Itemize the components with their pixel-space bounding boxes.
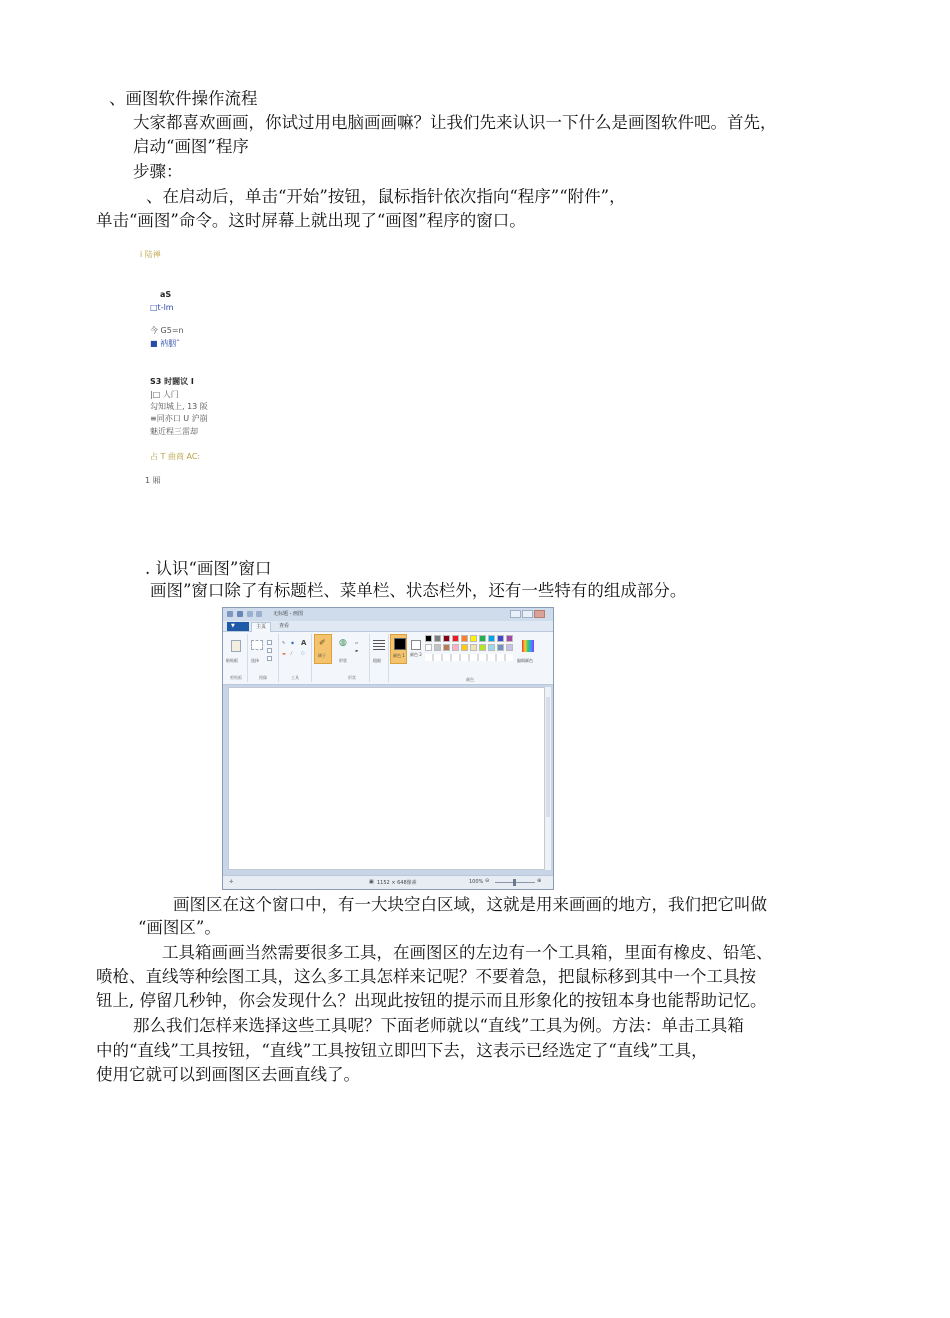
- tab-home[interactable]: 主页: [251, 622, 271, 632]
- status-bar: [223, 875, 553, 889]
- menu-ocr-item: 1 厢: [145, 476, 161, 485]
- cursor-position-icon: ✛: [229, 879, 234, 885]
- menu-ocr-item: aS: [160, 290, 172, 299]
- line-para-line-1: 那么我们怎样来选择这些工具呢？下面老师就以“直线”工具为例。方法：单击工具箱: [133, 1016, 744, 1035]
- zoom-slider-knob[interactable]: [513, 879, 516, 886]
- menu-ocr-item: 勾知城上, 13 阪: [150, 402, 208, 411]
- maximize-button[interactable]: [522, 610, 533, 618]
- group-shapes: [335, 634, 370, 682]
- group-clipboard-label: 剪贴板: [230, 675, 242, 680]
- menu-ocr-item: 今 G5=n: [150, 326, 184, 335]
- color-1-label: 颜色 1: [393, 653, 405, 658]
- color-swatch[interactable]: [470, 635, 477, 642]
- ribbon: [223, 632, 553, 685]
- group-image-label: 图像: [259, 675, 267, 680]
- color-swatch[interactable]: [425, 635, 432, 642]
- save-icon[interactable]: [237, 611, 243, 617]
- palette-empty-row: [425, 654, 513, 661]
- color-2-swatch: [411, 640, 421, 650]
- color-swatch[interactable]: [479, 644, 486, 651]
- canvas-area: [223, 685, 553, 877]
- text-icon[interactable]: A: [301, 639, 307, 647]
- menu-ocr-item: 魅近程三雷却: [150, 427, 198, 436]
- size-label: 粗细: [373, 658, 381, 663]
- minimize-button[interactable]: [510, 610, 521, 618]
- paste-icon[interactable]: [231, 640, 241, 652]
- color-picker-icon[interactable]: ⁄: [291, 651, 292, 656]
- zoom-level: 100%: [469, 879, 484, 885]
- zoom-out-icon[interactable]: ⊖: [485, 878, 490, 884]
- color-swatch[interactable]: [434, 635, 441, 642]
- zoom-slider[interactable]: [495, 882, 535, 883]
- crop-icon[interactable]: [267, 640, 272, 645]
- group-clipboard: [225, 634, 248, 682]
- menu-ocr-item: ≡同亦口 U 沪崩: [150, 414, 208, 423]
- tools-para-line-1: 工具箱画画当然需要很多工具，在画图区的左边有一个工具箱，里面有橡皮、铅笔、: [162, 943, 773, 962]
- paste-label: 粘贴板: [226, 658, 238, 663]
- menu-ocr-item: S3 时闊议 I: [150, 377, 194, 386]
- color-swatch[interactable]: [479, 635, 486, 642]
- color-swatch[interactable]: [497, 635, 504, 642]
- color-1-swatch: [394, 638, 406, 650]
- magnifier-icon[interactable]: ○: [301, 650, 305, 655]
- drawing-canvas[interactable]: [228, 687, 545, 870]
- group-image: [248, 634, 279, 682]
- shapes-icon[interactable]: ◍: [339, 638, 347, 648]
- group-tools-label: 工具: [291, 675, 299, 680]
- image-size: 1152 × 648像素: [377, 880, 417, 886]
- edit-colors-label: 编辑颜色: [517, 658, 533, 663]
- color-swatch[interactable]: [488, 644, 495, 651]
- step-1-line-a: 、在启动后，单击“开始”按钮，鼠标指针依次指向“程序”“附件”，: [146, 187, 626, 206]
- canvas-para-line-1: 画图区在这个窗口中，有一大块空白区域，这就是用来画画的地方，我们把它叫做: [173, 895, 767, 914]
- group-colors-label: 颜色: [466, 677, 474, 682]
- color-swatch[interactable]: [443, 644, 450, 651]
- brush-label: 刷子: [318, 653, 326, 658]
- resize-icon[interactable]: [267, 648, 272, 653]
- canvas-para-line-2: “画图区”。: [138, 918, 221, 937]
- menu-ocr-item: |□ 人门: [150, 390, 179, 399]
- scrollbar-thumb[interactable]: [546, 697, 550, 817]
- brush-button[interactable]: [314, 634, 332, 664]
- intro-line-2: 启动“画图”程序: [133, 137, 249, 156]
- group-shapes-label: 形状: [348, 675, 356, 680]
- group-tools: [279, 634, 312, 682]
- edit-colors-icon: [522, 640, 534, 652]
- select-icon[interactable]: [251, 640, 263, 650]
- heading: 、画图软件操作流程: [109, 89, 258, 108]
- shapes-label: 形状: [339, 658, 347, 663]
- color-2-button[interactable]: [409, 634, 423, 664]
- window-title: 无标题 - 画图: [273, 611, 303, 617]
- color-swatch[interactable]: [425, 644, 432, 651]
- section-2-title: . 认识“画图”窗口: [145, 559, 272, 578]
- color-swatch[interactable]: [470, 644, 477, 651]
- color-swatch[interactable]: [506, 644, 513, 651]
- undo-icon[interactable]: [247, 611, 253, 617]
- line-para-line-3: 使用它就可以到画图区去画直线了。: [96, 1065, 360, 1084]
- steps-label: 步骤：: [133, 162, 183, 181]
- outline-icon[interactable]: ▱: [355, 640, 359, 645]
- color-swatch[interactable]: [452, 635, 459, 642]
- menu-ocr-item: ■ 衲胭ˆ: [150, 339, 181, 348]
- color-2-label: 颜色 2: [410, 652, 422, 657]
- color-swatch[interactable]: [434, 644, 441, 651]
- color-swatch[interactable]: [506, 635, 513, 642]
- vertical-scrollbar[interactable]: [544, 687, 551, 870]
- edit-colors-button[interactable]: [517, 634, 539, 664]
- brush-icon: ✐: [319, 638, 326, 647]
- color-swatch[interactable]: [497, 644, 504, 651]
- tab-view[interactable]: 查看: [279, 623, 290, 629]
- intro-line-1: 大家都喜欢画画，你试过用电脑画画嘛？让我们先来认识一下什么是画图软件吧。首先，: [133, 113, 777, 132]
- color-swatch[interactable]: [452, 644, 459, 651]
- eraser-icon[interactable]: ▬: [282, 651, 286, 656]
- menu-ocr-item: 占 T 曲商 AC:: [150, 452, 201, 461]
- color-swatch[interactable]: [488, 635, 495, 642]
- tools-para-line-3: 钮上, 停留几秒钟，你会发现什么？出现此按钮的提示而且形象化的按钮本身也能帮助记忆。: [96, 991, 767, 1010]
- color-swatch[interactable]: [443, 635, 450, 642]
- color-swatch[interactable]: [461, 635, 468, 642]
- zoom-in-icon[interactable]: ⊕: [537, 878, 542, 884]
- rotate-icon[interactable]: [267, 656, 272, 661]
- menu-ocr-item: i 陆禅: [140, 250, 161, 259]
- ribbon-tabs: [223, 621, 553, 632]
- color-swatch[interactable]: [461, 644, 468, 651]
- title-bar: [223, 608, 553, 621]
- paint-window: [222, 607, 554, 890]
- menu-ocr-item: □t-lm: [150, 303, 174, 312]
- pencil-icon[interactable]: ✎: [282, 640, 286, 645]
- fill-icon[interactable]: ◆: [291, 640, 295, 645]
- close-button[interactable]: [534, 610, 545, 618]
- image-size-icon: ▣: [369, 879, 374, 885]
- group-size: [370, 634, 389, 682]
- step-1-line-b: 单击“画图”命令。这时屏幕上就出现了“画图”程序的窗口。: [96, 211, 526, 230]
- tab-file[interactable]: ▼: [227, 622, 249, 631]
- line-para-line-2: 中的“直线”工具按钮，“直线”工具按钮立即凹下去，这表示已经选定了“直线”工具，: [96, 1041, 708, 1060]
- select-label: 选择: [251, 658, 259, 663]
- size-icon[interactable]: [373, 640, 385, 652]
- app-menu-icon[interactable]: [227, 611, 233, 617]
- section-2-text: 画图”窗口除了有标题栏、菜单栏、状态栏外，还有一些特有的组成部分。: [150, 581, 687, 600]
- fill-shape-icon[interactable]: ▰: [355, 648, 359, 653]
- color-1-button[interactable]: [390, 634, 407, 664]
- tools-para-line-2: 喷枪、直线等种绘图工具，这么多工具怎样来记呢？不要着急，把鼠标移到其中一个工具按: [96, 967, 756, 986]
- redo-icon[interactable]: [256, 611, 262, 617]
